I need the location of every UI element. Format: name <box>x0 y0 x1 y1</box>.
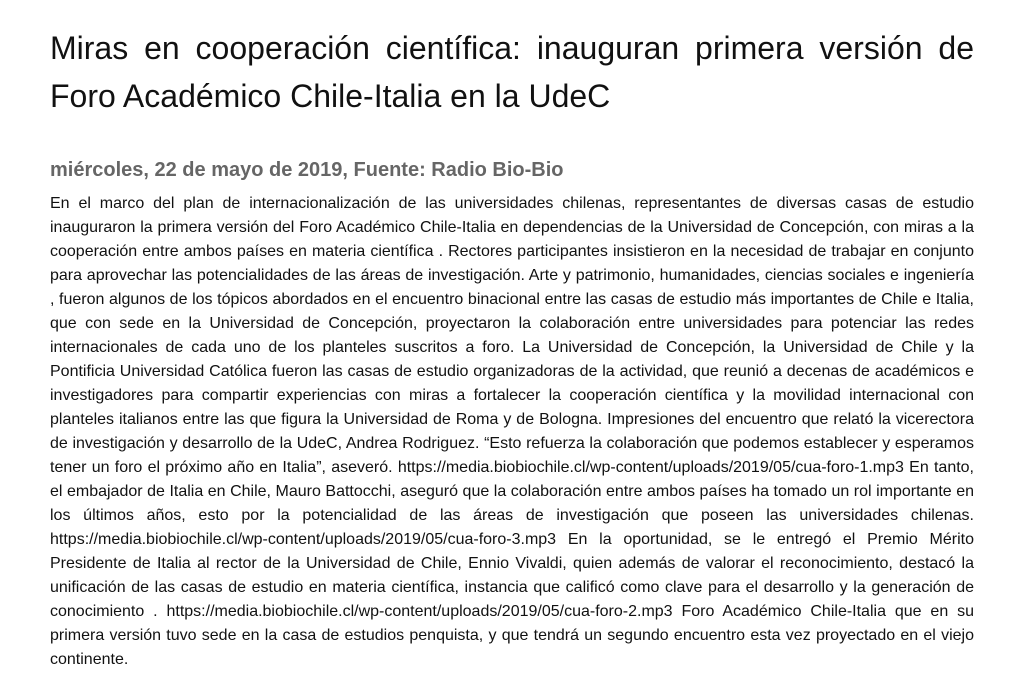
article-date-source: miércoles, 22 de mayo de 2019, Fuente: Radio Bio-Bio <box>50 159 564 181</box>
article-body: En el marco del plan de internacionalización de las universidades chilenas, representantes de diversas casas de estudio inauguraron la primera versión del Foro Académico Chile-Italia en dependencias de la Universidad de Concepción, con miras a la cooperación entre ambos países en materia científica . Rectores participantes insistieron en la necesidad de trabajar en conjunto para aprovechar las potencialidades de las áreas de investigación. Arte y patrimonio, humanidades, ciencias sociales e ingeniería , fueron algunos de los tópicos abordados en el encuentro binacional entre las casas de estudio más importantes de Chile e Italia, que con sede en la Universidad de Concepción, proyectaron la colaboración entre universidades para potenciar las redes internacionales de cada uno de los planteles suscritos a foro. La Universidad de Concepción, la Universidad de Chile y la Pontificia Universidad Católica fueron las casas de estudio organizadoras de la actividad, que reunió a decenas de académicos e investigadores para compartir experiencias con miras a fortalecer la cooperación científica y la movilidad internacional con planteles italianos entre las que figura la Universidad de Roma y de Bologna. Impresiones del encuentro que relató la vicerectora de investigación y desarrollo de la UdeC, Andrea Rodriguez. “Esto refuerza la colaboración que podemos establecer y esperamos tener un foro el próximo año en Italia”, aseveró. https://media.biobiochile.cl/wp-content/uploads/2019/05/cua-foro-1.mp3 En tanto, el embajador de Italia en Chile, Mauro Battocchi, aseguró que la colaboración entre ambos países ha tomado un rol importante en los últimos años, esto por la potencialidad de las áreas de investigación que poseen las universidades chilenas. https://media.biobiochile.cl/wp-content/uploads/2019/05/cua-foro-3.mp3 En la oportunidad, se le entregó el Premio Mérito Presidente de Italia al rector de la Universidad de Chile, Ennio Vivaldi, quien además de valorar el reconocimiento, destacó la unificación de las casas de estudio en materia científica, instancia que calificó como clave para el desarrollo y la generación de conocimiento . https://media.biobiochile.cl/wp-content/uploads/2019/05/cua-foro-2.mp3 Foro Académico Chile-Italia que en su primera versión tuvo sede en la casa de estudios penquista, y que tendrá un segundo encuentro esta vez proyectado en el viejo continente. <box>50 195 974 668</box>
article-title: Miras en cooperación científica: inauguran primera versión de Foro Académico Chile-Italia en la UdeC <box>50 30 974 114</box>
article <box>50 0 974 672</box>
